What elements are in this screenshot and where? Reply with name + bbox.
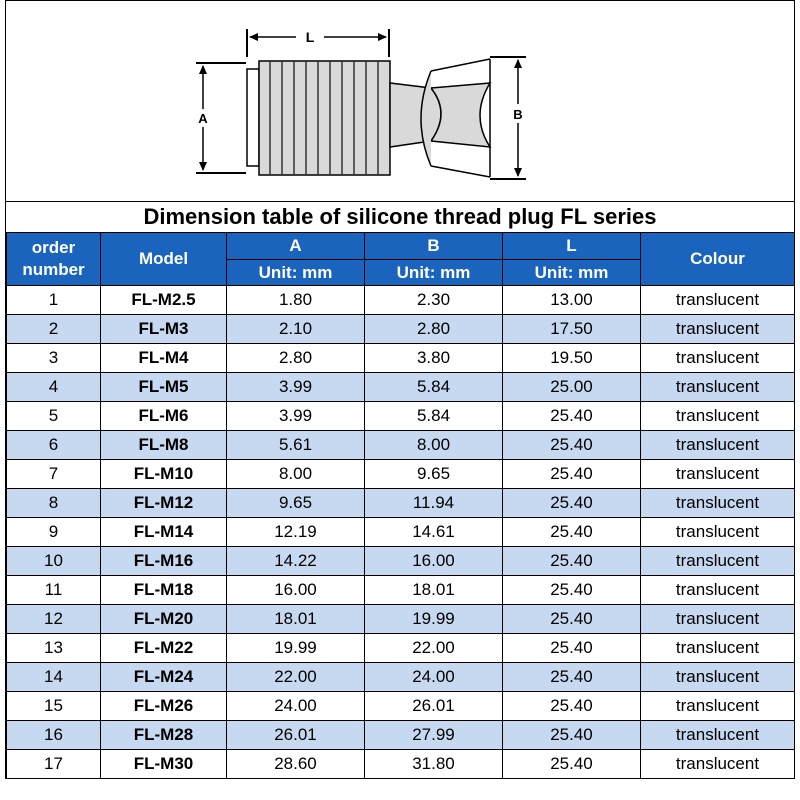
cell-order: 9 [7, 518, 101, 547]
table-row [7, 721, 795, 750]
table-row [7, 431, 795, 460]
table-row [7, 750, 795, 779]
table-row [7, 315, 795, 344]
document-frame [5, 0, 795, 779]
cell-b: 19.99 [365, 605, 503, 634]
cell-l: 25.40 [503, 750, 641, 779]
cell-a: 9.65 [227, 489, 365, 518]
cell-colour: translucent [641, 634, 795, 663]
cell-b: 26.01 [365, 692, 503, 721]
cell-order: 15 [7, 692, 101, 721]
b-dimension-label: B [513, 107, 523, 122]
cell-model: FL-M30 [101, 750, 227, 779]
table-row [7, 518, 795, 547]
cell-b: 11.94 [365, 489, 503, 518]
cell-order: 16 [7, 721, 101, 750]
header-a: A [227, 233, 365, 260]
cell-colour: translucent [641, 344, 795, 373]
cell-a: 12.19 [227, 518, 365, 547]
thread-plug-drawing [6, 1, 794, 201]
table-row [7, 634, 795, 663]
a-dimension-label: A [198, 111, 208, 126]
cell-l: 25.40 [503, 634, 641, 663]
cell-model: FL-M2.5 [101, 286, 227, 315]
cell-a: 24.00 [227, 692, 365, 721]
cell-l: 25.40 [503, 692, 641, 721]
cell-colour: translucent [641, 605, 795, 634]
cell-model: FL-M4 [101, 344, 227, 373]
cell-model: FL-M24 [101, 663, 227, 692]
cell-order: 8 [7, 489, 101, 518]
cell-model: FL-M5 [101, 373, 227, 402]
cell-colour: translucent [641, 315, 795, 344]
cell-colour: translucent [641, 576, 795, 605]
cell-colour: translucent [641, 460, 795, 489]
table-row [7, 489, 795, 518]
plug-threaded-body [259, 61, 390, 175]
cell-colour: translucent [641, 692, 795, 721]
cell-a: 2.10 [227, 315, 365, 344]
cell-b: 5.84 [365, 402, 503, 431]
cell-model: FL-M6 [101, 402, 227, 431]
table-row [7, 344, 795, 373]
cell-l: 25.40 [503, 489, 641, 518]
header-b: B [365, 233, 503, 260]
cell-l: 25.40 [503, 605, 641, 634]
cell-order: 2 [7, 315, 101, 344]
page-title: Dimension table of silicone thread plug FL series [143, 204, 657, 229]
cell-order: 1 [7, 286, 101, 315]
cell-model: FL-M16 [101, 547, 227, 576]
b-arrow-bottom [514, 168, 522, 177]
header-order-number: order number [7, 233, 101, 286]
cell-b: 16.00 [365, 547, 503, 576]
cell-a: 28.60 [227, 750, 365, 779]
cell-model: FL-M3 [101, 315, 227, 344]
cell-l: 19.50 [503, 344, 641, 373]
cell-colour: translucent [641, 489, 795, 518]
cell-colour: translucent [641, 721, 795, 750]
cell-b: 8.00 [365, 431, 503, 460]
cell-l: 17.50 [503, 315, 641, 344]
cell-l: 25.40 [503, 547, 641, 576]
table-row [7, 692, 795, 721]
dimension-table [6, 232, 795, 779]
cell-a: 18.01 [227, 605, 365, 634]
cell-l: 25.40 [503, 518, 641, 547]
cell-a: 14.22 [227, 547, 365, 576]
cell-colour: translucent [641, 402, 795, 431]
header-l: L [503, 233, 641, 260]
table-row [7, 460, 795, 489]
cell-l: 25.00 [503, 373, 641, 402]
cell-colour: translucent [641, 286, 795, 315]
cell-l: 25.40 [503, 721, 641, 750]
cell-a: 5.61 [227, 431, 365, 460]
cell-model: FL-M22 [101, 634, 227, 663]
cell-b: 2.80 [365, 315, 503, 344]
cell-a: 3.99 [227, 402, 365, 431]
header-l-unit: Unit: mm [503, 260, 641, 286]
cell-colour: translucent [641, 373, 795, 402]
cell-model: FL-M18 [101, 576, 227, 605]
cell-a: 19.99 [227, 634, 365, 663]
table-row [7, 402, 795, 431]
cell-model: FL-M26 [101, 692, 227, 721]
cell-colour: translucent [641, 518, 795, 547]
cell-colour: translucent [641, 547, 795, 576]
thread-plug-diagram [6, 1, 794, 202]
table-row [7, 547, 795, 576]
cell-a: 26.01 [227, 721, 365, 750]
l-arrow-left [249, 33, 258, 41]
a-arrow-bottom [199, 162, 207, 171]
cell-a: 3.99 [227, 373, 365, 402]
cell-a: 2.80 [227, 344, 365, 373]
cell-model: FL-M20 [101, 605, 227, 634]
cell-a: 8.00 [227, 460, 365, 489]
cell-b: 22.00 [365, 634, 503, 663]
cell-a: 1.80 [227, 286, 365, 315]
a-arrow-top [199, 65, 207, 74]
cell-b: 18.01 [365, 576, 503, 605]
cell-l: 25.40 [503, 402, 641, 431]
cell-b: 24.00 [365, 663, 503, 692]
cell-b: 27.99 [365, 721, 503, 750]
header-a-unit: Unit: mm [227, 260, 365, 286]
cell-colour: translucent [641, 750, 795, 779]
cell-l: 25.40 [503, 460, 641, 489]
cell-a: 22.00 [227, 663, 365, 692]
table-row [7, 286, 795, 315]
cell-l: 25.40 [503, 431, 641, 460]
cell-l: 13.00 [503, 286, 641, 315]
cell-model: FL-M10 [101, 460, 227, 489]
cell-b: 31.80 [365, 750, 503, 779]
table-row [7, 663, 795, 692]
cell-order: 13 [7, 634, 101, 663]
cell-b: 5.84 [365, 373, 503, 402]
cell-order: 5 [7, 402, 101, 431]
cell-order: 17 [7, 750, 101, 779]
cell-order: 10 [7, 547, 101, 576]
cell-order: 4 [7, 373, 101, 402]
cell-b: 3.80 [365, 344, 503, 373]
header-b-unit: Unit: mm [365, 260, 503, 286]
header-colour: Colour [641, 233, 795, 286]
cell-b: 14.61 [365, 518, 503, 547]
cell-order: 3 [7, 344, 101, 373]
cell-l: 25.40 [503, 576, 641, 605]
cell-order: 6 [7, 431, 101, 460]
cell-b: 2.30 [365, 286, 503, 315]
cell-order: 7 [7, 460, 101, 489]
cell-colour: translucent [641, 431, 795, 460]
cell-model: FL-M12 [101, 489, 227, 518]
cell-order: 12 [7, 605, 101, 634]
cell-model: FL-M8 [101, 431, 227, 460]
table-row [7, 373, 795, 402]
header-model: Model [101, 233, 227, 286]
l-dimension-label: L [305, 29, 315, 45]
cell-order: 14 [7, 663, 101, 692]
table-row [7, 605, 795, 634]
plug-flange [247, 69, 259, 166]
cell-model: FL-M14 [101, 518, 227, 547]
cell-colour: translucent [641, 663, 795, 692]
cell-l: 25.40 [503, 663, 641, 692]
table-body [7, 286, 795, 779]
b-arrow-top [514, 59, 522, 68]
cell-b: 9.65 [365, 460, 503, 489]
cell-a: 16.00 [227, 576, 365, 605]
cell-order: 11 [7, 576, 101, 605]
cell-model: FL-M28 [101, 721, 227, 750]
table-row [7, 576, 795, 605]
l-arrow-right [378, 33, 387, 41]
